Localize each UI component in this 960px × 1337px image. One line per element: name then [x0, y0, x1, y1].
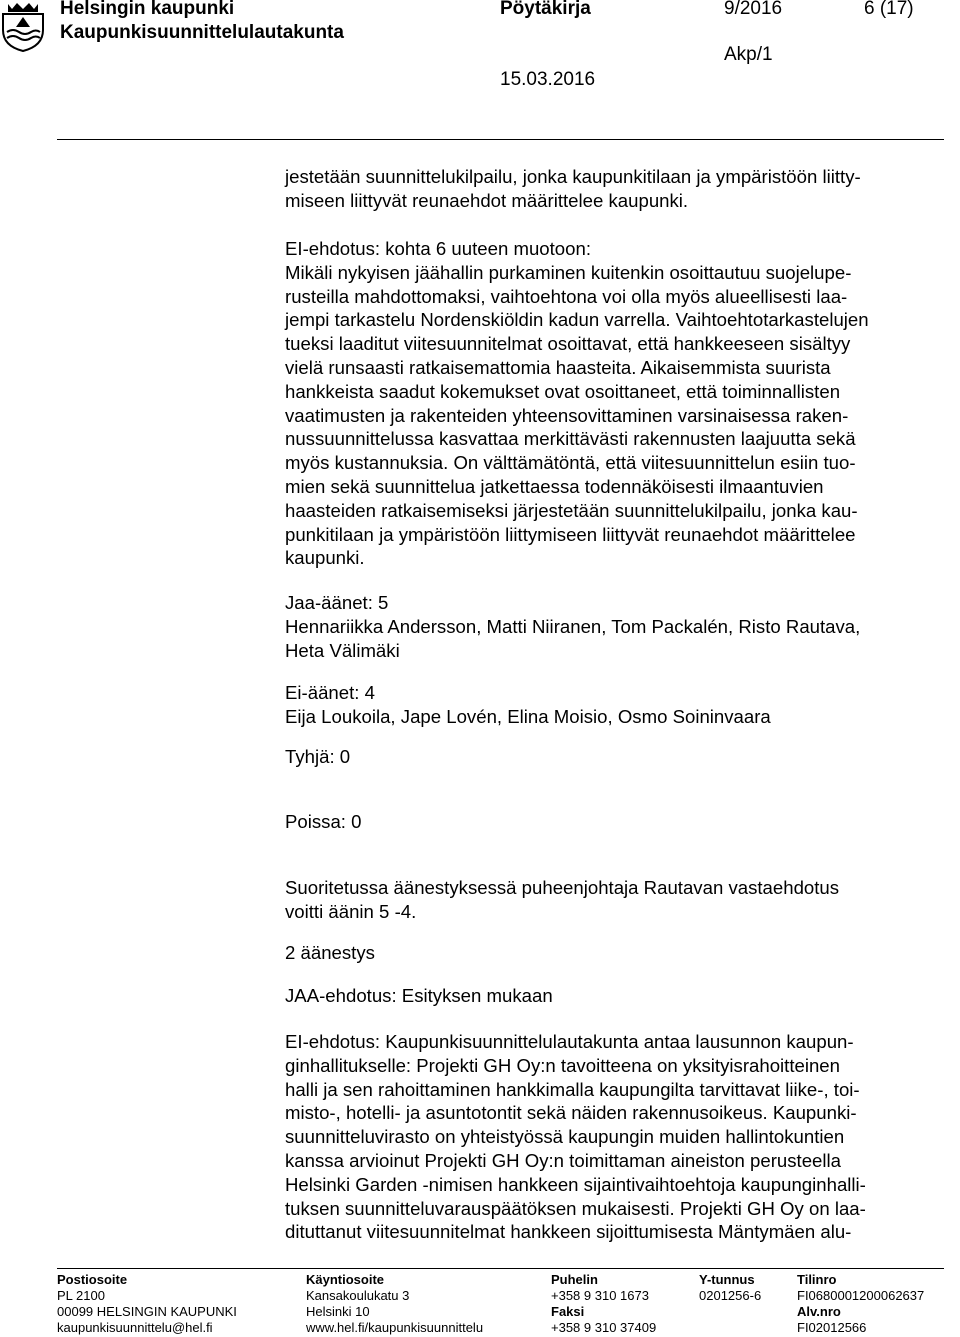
text-line: tueksi laaditut viitesuunnitelmat osoittavat, että hankkeeseen sisältyy — [285, 333, 851, 355]
blank-votes: Tyhjä: 0 — [285, 746, 351, 767]
text-line: ginhallitukselle: Projekti GH Oy:n tavoitteena on yksityisrahoitteinen — [285, 1054, 840, 1076]
footer-heading: Faksi — [551, 1304, 585, 1319]
jaa-proposal: JAA-ehdotus: Esityksen mukaan — [285, 985, 553, 1006]
text-line: dituttanut viitesuunnitelmat hankkeen sijoittumisesta Mäntymäen alu- — [285, 1221, 852, 1243]
absent-votes: Poissa: 0 — [285, 811, 362, 832]
ei-proposal-paragraph — [285, 237, 869, 570]
page-number: 6 (17) — [864, 0, 914, 19]
text-line: Heta Välimäki — [285, 639, 400, 661]
text-line: Helsinki Garden -nimisen hankkeen sijaintivaihtoehtoja kaupunginhalli- — [285, 1173, 866, 1195]
footer-heading: Puhelin — [551, 1272, 598, 1287]
text-line: misto-, hotelli- ja asuntotontit sekä näiden rakennusoikeus. Kaupunki- — [285, 1102, 857, 1124]
footer-value: PL 2100 — [57, 1288, 105, 1303]
text-line: Suoritetussa äänestyksessä puheenjohtaja Rautavan vastaehdotus — [285, 877, 840, 898]
text-line: voitti äänin 5 -4. — [285, 900, 417, 922]
footer-value: FI0680001200062637 — [797, 1288, 925, 1303]
text-line: haasteiden ratkaisemiseksi järjestetään suunnittelukilpailu, jonka kau- — [285, 499, 858, 521]
footer-bank — [797, 1272, 924, 1336]
footer-heading: Alv.nro — [797, 1304, 841, 1319]
document-type: Pöytäkirja — [500, 0, 591, 19]
text-line: jempi tarkastelu Nordenskiöldin kadun varrella. Vaihtoehtotarkastelujen — [285, 309, 869, 331]
text-line: myös kustannuksia. On välttämätöntä, että viitesuunnittelun esiin tuo- — [285, 452, 856, 474]
yes-votes-names — [285, 615, 860, 663]
item-code: Akp/1 — [724, 44, 773, 65]
text-line: miseen liittyvät reunaehdot määrittelee kaupunki. — [285, 189, 689, 211]
text-line: Hennariikka Andersson, Matti Niiranen, Tom Packalén, Risto Rautava, — [285, 616, 861, 637]
footer-website[interactable]: www.hel.fi/kaupunkisuunnittelu — [306, 1320, 484, 1335]
text-line: EI-ehdotus: kohta 6 uuteen muotoon: — [285, 238, 591, 259]
footer-value: FI02012566 — [797, 1320, 867, 1335]
footer-ytunnus — [699, 1272, 761, 1304]
text-line: tuksen suunnitteluvarauspäätöksen mukaisesti. Projekti GH Oy on laa- — [285, 1197, 866, 1219]
footer-email[interactable]: kaupunkisuunnittelu@hel.fi — [57, 1320, 213, 1335]
footer-heading: Y-tunnus — [699, 1272, 755, 1287]
footer-visit — [306, 1272, 483, 1336]
footer-value: 0201256-6 — [699, 1288, 762, 1303]
text-line: kaupunki. — [285, 547, 365, 569]
text-line: EI-ehdotus: Kaupunkisuunnittelulautakunta antaa lausunnon kaupun- — [285, 1031, 854, 1052]
no-votes-label: Ei-äänet: 4 — [285, 682, 375, 703]
text-line: nussuunnittelussa kasvattaa merkittävästi rakennusten laajuutta sekä — [285, 428, 856, 450]
text-line: halli ja sen rahoittaminen hankkimalla kaupungilta tarvittavat liike-, toi- — [285, 1078, 860, 1100]
text-line: Mikäli nykyisen jäähallin purkaminen kuitenkin osoittautuu suojelupe- — [285, 261, 852, 283]
second-vote-heading: 2 äänestys — [285, 942, 375, 963]
text-line: vaatimusten ja rakenteiden yhteensovittaminen varsinaisessa raken- — [285, 404, 849, 426]
meeting-date: 15.03.2016 — [500, 69, 596, 90]
footer-value: 00099 HELSINGIN KAUPUNKI — [57, 1304, 237, 1319]
vote-result — [285, 876, 839, 924]
org-name: Helsingin kaupunki — [60, 0, 235, 19]
text-line: mien sekä suunnittelua jatkettaessa todennäköisesti ilmaantuvien — [285, 475, 824, 497]
helsinki-crest-logo — [0, 0, 46, 52]
footer-divider — [57, 1268, 944, 1269]
text-line: kanssa arvioinut Projekti GH Oy:n toimittaman aineiston perusteella — [285, 1149, 842, 1171]
footer-heading: Käyntiosoite — [306, 1272, 385, 1287]
text-line: jestetään suunnittelukilpailu, jonka kaupunkitilaan ja ympäristöön liitty- — [285, 166, 861, 187]
header-divider — [57, 139, 944, 140]
text-line: rusteilla mahdottomaksi, vaihtoehtona voi olla myös alueellisesti laa- — [285, 285, 848, 307]
no-votes-names: Eija Loukoila, Jape Lovén, Elina Moisio, Osmo Soininvaara — [285, 706, 771, 727]
text-line: vielä runsaasti ratkaisemattomia haasteita. Aikaisemmista suurista — [285, 356, 831, 378]
footer-heading: Postiosoite — [57, 1272, 128, 1287]
footer-phone — [551, 1272, 656, 1336]
text-line: punkitilaan ja ympäristöön liittymiseen liittyvät reunaehdot määrittelee — [285, 523, 856, 545]
text-line: suunnitteluvirasto on yhteistyössä kaupungin muiden hallintokuntien — [285, 1126, 845, 1148]
footer-heading: Tilinro — [797, 1272, 837, 1287]
yes-votes-label: Jaa-äänet: 5 — [285, 592, 389, 613]
meeting-number: 9/2016 — [724, 0, 783, 19]
footer-value: +358 9 310 37409 — [551, 1320, 657, 1335]
paragraph-continued — [285, 165, 861, 213]
footer-value: Kansakoulukatu 3 — [306, 1288, 410, 1303]
footer-value: Helsinki 10 — [306, 1304, 370, 1319]
board-name: Kaupunkisuunnittelulautakunta — [60, 22, 344, 43]
footer-postal — [57, 1272, 237, 1336]
text-line: hankkeista saadut kokemukset ovat osoittaneet, että toiminnallisten — [285, 380, 841, 402]
ei-proposal-statement — [285, 1030, 866, 1244]
footer-value: +358 9 310 1673 — [551, 1288, 649, 1303]
